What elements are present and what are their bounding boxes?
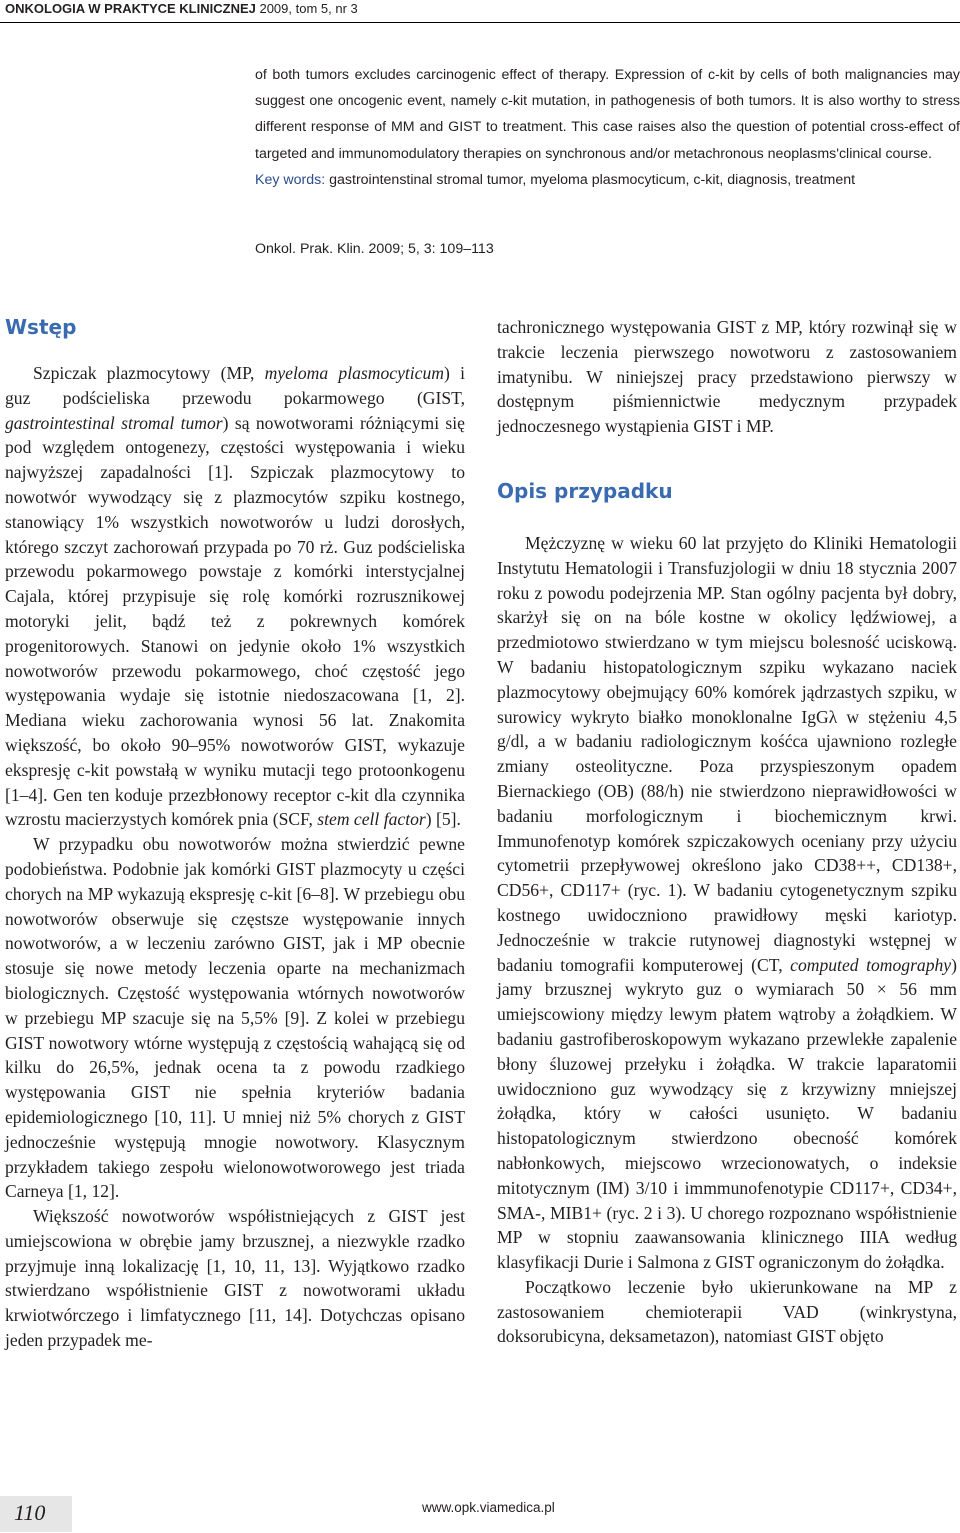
left-column: [5, 315, 465, 1353]
paragraph: Początkowo leczenie było ukierunkowane na MP z zastosowaniem chemioterapii VAD (winkrystyna, doksorubicyna, deksametazon), natomiast GIST objęto: [497, 1276, 957, 1347]
text-run: ) są nowotworami różniącymi się pod względem ontogenezy, częstości występowania i wieku najwyższej zapadalności [1]. Szpiczak plazmocytowy to nowotwór wywodzący się z plazmocytów szpiku kostnego, stanowiący 1% wszystkich nowotworów u ludzi dorosłych, którego szczyt zachorowań przypada po 70 rż. Guz podścieliska przewodu pokarmowego powstaje z komórki interstycjalnej Cajala, której przypisuje się rolę komórki rozrusznikowej motoryki jelit, bądź też z pokrewnych komórek progenitorowych. Stanowi on jedynie około 1% wszystkich nowotworów przewodu pokarmowego, choć częstość jego występowania wydaje się istotnie niedoszacowana [1, 2]. Mediana wieku zachorowania wynosi 56 lat. Znakomita większość, bo około 90–95% nowotworów GIST, wykazuje ekspresję c-kit powstałą w wyniku mutacji tego protoonkogenu [1–4]. Gen ten koduje przezbłonowy receptor c-kit dla czynnika wzrostu macierzystych komórek pnia (SCF,: [5, 412, 465, 830]
paragraph: [497, 531, 957, 1275]
citation: Onkol. Prak. Klin. 2009; 5, 3: 109–113: [255, 241, 494, 257]
italic-term: stem cell factor: [317, 809, 426, 830]
page-number: 110: [14, 1500, 46, 1525]
italic-term: myeloma plasmocyticum: [264, 363, 444, 383]
paragraph: [5, 361, 465, 832]
journal-name: ONKOLOGIA W PRAKTYCE KLINICZNEJ: [5, 1, 256, 16]
text-run: ) [5].: [425, 809, 461, 830]
footer-url: www.opk.viamedica.pl: [422, 1500, 555, 1515]
keywords-text: gastrointenstinal stromal tumor, myeloma plasmocyticum, c-kit, diagnosis, treatment: [325, 171, 856, 188]
keywords-line: [255, 167, 960, 193]
running-header: [0, 0, 960, 22]
keywords-label: Key words:: [255, 171, 326, 188]
paragraph: tachronicznego występowania GIST z MP, który rozwinął się w trakcie leczenia pierwszego nowotworu z zastosowaniem imatynibu. W niniejszej pracy przedstawiono pierwszy w dostępnym piśmiennictwie medycznym przypadek jednoczesnego wystąpienia GIST i MP.: [497, 317, 957, 437]
header-text: [5, 1, 358, 16]
abstract-text: of both tumors excludes carcinogenic effect of therapy. Expression of c-kit by cells of both malignancies may suggest one oncogenic event, namely c-kit mutation, in pathogenesis of both tumors. It is also worthy to stress different response of MM and GIST to treatment. This case raises also the question of potential cross-effect of targeted and immunomodulatory therapies on synchronous and/or metachronous neoplasms'clinical course.: [255, 67, 960, 162]
italic-term: gastrointestinal stromal tumor: [5, 412, 223, 433]
section-heading-opis-przypadku: Opis przypadku: [497, 478, 673, 503]
header-rule: [0, 22, 960, 23]
right-column: [497, 315, 957, 1349]
paragraph: W przypadku obu nowotworów można stwierdzić pewne podobieństwa. Podobnie jak komórki GIST plazmocyty u części chorych na MP wykazują ekspresję c-kit [6–8]. W przebiegu obu nowotworów obserwuje się częstsze występowanie innych nowotworów, a w leczeniu zarówno GIST, jak i MP obecnie stosuje się nowe metody leczenia oparte na mechanizmach biologicznych. Częstość występowania wtórnych nowotworów w przebiegu MP szacuje się na 5,5% [9]. Z kolei w przebiegu GIST nowotwory wtórne występują z częstością wahającą się od kilku do 26,5%, jednak ocena ta z powodu rzadkiego występowania GIST nie spełnia kryteriów badania epidemiologicznego [10, 11]. U mniej niż 5% chorych z GIST jednocześnie występują mnogie nowotwory. Klasycznym przykładem takiego zespołu wielonowotworowego jest triada Carneya [1, 12].: [5, 834, 465, 1202]
text-run: Mężczyznę w wieku 60 lat przyjęto do Kliniki Hematologii Instytutu Hematologii i Transfuzjologii w dniu 18 stycznia 2007 roku z powodu podejrzenia MP. Stan ogólny pacjenta był dobry, skarżył się on na bóle kostne w okolicy lędźwiowej, a przedmiotowo stwierdzano w tym miejscu bolesność uciskową. W badaniu histopatologicznym szpiku wykazano naciek plazmocytowy obejmujący 60% komórek jądrzastych szpiku, w surowicy wykryto białko monoklonalne IgGλ w stężeniu 4,5 g/dl, a w badaniu radiologicznym kośćca ujawniono rozległe zmiany osteolityczne. Poza przyspieszonym opadem Biernackiego (OB) (88/h) nie stwierdzono nieprawidłowości w badaniu morfologicznym i biochemicznym krwi. Immunofenotyp komórek szpiczakowych oceniany przy użyciu cytometrii przepływowej określono jako CD38++, CD138+, CD56+, CD117+ (ryc. 1). W badaniu cytogenetycznym szpiku kostnego uwidoczniono prawidłowy męski kariotyp. Jednocześnie w trakcie rutynowej diagnostyki wstępnej w badaniu tomografii komputerowej (CT,: [497, 532, 957, 975]
italic-term: computed tomography: [790, 954, 952, 975]
section-heading-wstep: Wstęp: [5, 315, 77, 339]
abstract: [255, 62, 960, 193]
text-run: ) jamy brzusznej wykryto guz o wymiarach 50 × 56 mm umiejscowiony między lewym płatem wątroby a żołądkiem. W badaniu gastrofiberoskopowym wykazano przewlekłe zapalenie błony śluzowej przełyku i żołądka. W trakcie laparatomii uwidoczniono guz wywodzący się z krzywizny mniejszej żołądka, który w całości usunięto. W badaniu histopatologicznym stwierdzono obecność komórek nabłonkowych, miejscowo wrzecionowatych, o indeksie mitotycznym (IM) 3/10 i immmunofenotypie CD117+, CD34+, SMA-, MIB1+ (ryc. 2 i 3). U chorego rozpoznano współistnienie MP w stopniu zaawansowania klinicznego IIIA według klasyfikacji Durie i Salmona z GIST ograniczonym do żołądka.: [497, 954, 957, 1273]
journal-issue: 2009, tom 5, nr 3: [255, 1, 358, 16]
paragraph: Większość nowotworów współistniejących z GIST jest umiejscowiona w obrębie jamy brzusznej, a niezwykle rzadko przyjmuje inną lokalizację [1, 10, 11, 13]. Wyjątkowo rzadko stwierdzano współistnienie GIST z nowotworami układu krwiotwórczego i limfatycznego [11, 14]. Dotychczas opisano jeden przypadek me-: [5, 1206, 465, 1351]
text-run: ) i guz podścieliska przewodu pokarmowego (GIST,: [5, 363, 465, 408]
text-run: Szpiczak plazmocytowy (MP,: [33, 363, 265, 383]
